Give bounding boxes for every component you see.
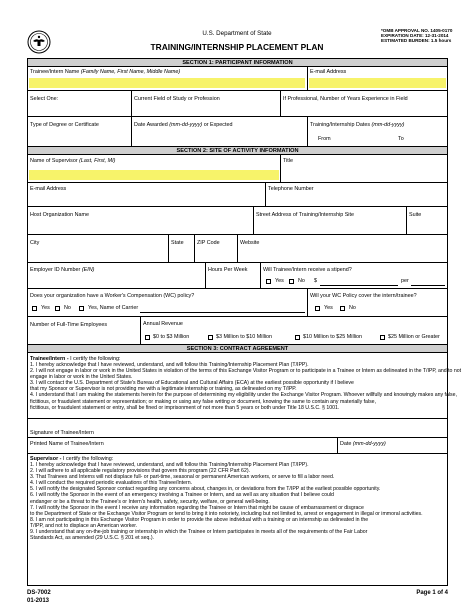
employees-label: Number of Full-Time Employees xyxy=(30,322,108,328)
select-one-label: Select One: xyxy=(30,96,59,102)
supervisor-cert-line: 8. I am not participating in this Exchange Visitor Program in order to provide the above individual with a training or an internship as delineated in the xyxy=(30,516,369,523)
supervisor-cert-line: Standards Act, as amended (29 U.S.C. § 201 et seq.). xyxy=(30,535,154,542)
trainee-cert-line: fictitious, or fraudulent statement or entry, shall be fined or imprisonment of not more than 5 years or both under Title 18 U.S.C. § 1001. xyxy=(30,404,340,411)
stipend-yes-checkbox[interactable] xyxy=(266,279,271,284)
wc-no-label: No xyxy=(64,305,71,311)
zip-label: ZIP Code xyxy=(197,240,220,246)
years-experience-label: If Professional, Number of Years Experience in Field xyxy=(283,96,408,102)
supervisor-certifications xyxy=(30,462,444,541)
supervisor-name-input[interactable] xyxy=(29,170,279,180)
site-email-label: E-mail Address xyxy=(30,186,67,192)
website-label: Website xyxy=(240,240,260,246)
omb-approval: *OMB APPROVAL NO. 1405-0170 xyxy=(381,28,453,33)
stipend-question: Will Trainee/Intern receive a stipend? xyxy=(263,267,352,273)
wc-carrier-label: Yes, Name of Carrier xyxy=(88,305,139,311)
stipend-no-checkbox[interactable] xyxy=(289,279,294,284)
trainee-cert-line: fictitious, or fraudulent statement or representation; or making or using any false writing or document, knowing the same to contain any materially false, xyxy=(30,398,377,405)
wc-cover-yes-label: Yes xyxy=(324,305,333,311)
page-number: Page 1 of 4 xyxy=(416,590,448,596)
revenue-25m-plus-label: $25 Million or Greater xyxy=(388,334,440,340)
stipend-yes-label: Yes xyxy=(275,278,284,284)
host-org-label: Host Organization Name xyxy=(30,212,90,218)
section1-header: SECTION 1: PARTICIPANT INFORMATION xyxy=(27,58,448,67)
field-of-study-label: Current Field of Study or Profession xyxy=(134,96,220,102)
trainee-cert-line: 4. I understand that I am making the statements herein for the purpose of determining my eligibility under the Exchange Visitor Program. Whoever willfully and knowingly makes any false, xyxy=(30,392,457,399)
wc-carrier-input[interactable] xyxy=(140,312,305,313)
from-label: From xyxy=(318,136,331,142)
stipend-amount-input[interactable] xyxy=(320,285,398,286)
telephone-label: Telephone Number xyxy=(268,186,314,192)
revenue-label: Annual Revenue xyxy=(143,321,183,327)
date-awarded-label: Date Awarded (mm-dd-yyyy) or Expected xyxy=(134,122,233,128)
trainee-certifications xyxy=(30,362,462,411)
revenue-25m-plus-checkbox[interactable] xyxy=(380,335,385,340)
trainee-cert-line: 2. I will not engage in labor or work in the United States in violation of the terms of this Exchange Visitor Program or to participate in a Trainee or Intern as delineated in the T/IPP, and to not xyxy=(30,368,462,375)
supervisor-cert-line: 3. That Trainees and Interns will not displace full- or part-time, seasonal or permanent American workers, or serve to fill a labor need. xyxy=(30,474,335,481)
hours-label: Hours Per Week xyxy=(208,267,248,273)
supervisor-cert-line: T/IPP, and not to displace an American worker. xyxy=(30,522,138,529)
form-number: DS-7002 xyxy=(27,590,51,596)
supervisor-cert-line: 4. I will conduct the required periodic evaluations of this Trainee/Intern. xyxy=(30,480,193,487)
supervisor-cert-line: 9. I understand that any on-the-job training or internship in which the Trainee or Intern participates in meets all of the requirements of the Fair Labor xyxy=(30,529,368,536)
to-label: To xyxy=(398,136,404,142)
trainee-date-label: Date (mm-dd-yyyy) xyxy=(340,441,386,447)
wc-yes-label: Yes xyxy=(41,305,50,311)
supervisor-cert-line: endanger or be a threat to the Trainee's or Intern's health, safety, security, welfare, or general well-being. xyxy=(30,498,270,505)
wc-carrier-checkbox[interactable] xyxy=(79,306,84,311)
trainee-signature-label: Signature of Trainee/Intern xyxy=(30,430,94,436)
email-input[interactable] xyxy=(309,78,446,88)
trainee-cert-line: engage in labor or work in the United States. xyxy=(30,374,133,381)
section3-header: SECTION 3: CONTRACT AGREEMENT xyxy=(27,344,448,353)
revenue-3-10m-label: $3 Million to $10 Million xyxy=(216,334,273,340)
trainee-name-input[interactable] xyxy=(29,78,305,88)
wc-cover-no-label: No xyxy=(349,305,356,311)
expiration-date: EXPIRATION DATE: 12-31-2014 xyxy=(381,33,449,38)
wc-question: Does your organization have a Worker's Compensation (WC) policy? xyxy=(30,293,195,299)
revenue-10-25m-checkbox[interactable] xyxy=(295,335,300,340)
city-label: City xyxy=(30,240,40,246)
supervisor-cert-line: 6. I will notify the Sponsor in the event of an emergency involving a Trainee or Intern, and as well as any situation that I believe could xyxy=(30,492,334,499)
wc-cover-question: Will your WC Policy cover the intern/trainee? xyxy=(310,293,417,299)
supervisor-heading: Supervisor - I certify the following: xyxy=(30,456,114,462)
stipend-period-input[interactable] xyxy=(411,285,445,286)
street-address-label: Street Address of Training/Internship Site xyxy=(256,212,354,218)
trainee-cert-line: 1. I hereby acknowledge that I have reviewed, understand, and will follow this Training/Internship Placement Plan (T/IPP). xyxy=(30,362,309,368)
wc-yes-checkbox[interactable] xyxy=(32,306,37,311)
supervisor-cert-line: 5. I will notify the designated Sponsor contact regarding any concerns about, changes in, or deviations from the T/IPP at the earliest possible opportunity. xyxy=(30,486,381,493)
supervisor-title-label: Title xyxy=(283,158,293,164)
trainee-cert-line: 3. I will contact the U.S. Department of State's Bureau of Educational and Cultural Affairs (ECA) at the earliest possible opportunity if I believe xyxy=(30,380,354,387)
form-date: 01-2013 xyxy=(27,598,50,604)
estimated-burden: ESTIMATED BURDEN: 1.5 hours xyxy=(381,38,452,43)
section2-header: SECTION 2: SITE OF ACTIVITY INFORMATION xyxy=(27,146,448,155)
ein-label: Employer ID Number (EIN) xyxy=(30,267,95,273)
supervisor-cert-line: to the Department of State or the Exchange Visitor Program or tend to bring it into notoriety, including but not limited to, arrest or engagement in illegal or immoral activities. xyxy=(30,510,423,517)
trainee-printed-name-label: Printed Name of Trainee/Intern xyxy=(30,441,104,447)
revenue-10-25m-label: $10 Million to $25 Million xyxy=(303,334,363,340)
state-label: State xyxy=(171,240,184,246)
revenue-0-3m-checkbox[interactable] xyxy=(145,335,150,340)
dates-label: Training/Internship Dates (mm-dd-yyyy) xyxy=(310,122,405,128)
form-title: TRAINING/INTERNSHIP PLACEMENT PLAN xyxy=(150,42,324,52)
supervisor-cert-line: 1. I hereby acknowledge that I have reviewed, understand, and will follow this Training/Internship Placement Plan (T/IPP). xyxy=(30,462,309,468)
supervisor-cert-line: 7. I will notify the Sponsor in the event I receive any information regarding the Trainee or Intern that might be cause of embarrassment or disgrace xyxy=(30,504,364,511)
revenue-3-10m-checkbox[interactable] xyxy=(208,335,213,340)
supervisor-cert-line: 2. I will adhere to all applicable regulatory provisions that govern this program (22 CFR Part 62). xyxy=(30,468,250,475)
wc-cover-yes-checkbox[interactable] xyxy=(315,306,320,311)
trainee-cert-line: that my Sponsor or Supervisor is not providing me with a legitimate internship or training, as delineated on my T/IPP. xyxy=(30,386,297,393)
revenue-0-3m-label: $0 to $3 Million xyxy=(153,334,190,340)
degree-label: Type of Degree or Certificate xyxy=(30,122,99,128)
wc-no-checkbox[interactable] xyxy=(55,306,60,311)
email-label: E-mail Address xyxy=(310,69,347,75)
department-name: U.S. Department of State xyxy=(202,30,272,37)
stipend-no-label: No xyxy=(298,278,305,284)
trainee-heading: Trainee/Intern - I certify the following: xyxy=(30,356,121,362)
wc-cover-no-checkbox[interactable] xyxy=(340,306,345,311)
stipend-per-label: per xyxy=(401,278,409,284)
suite-label: Suite xyxy=(409,212,422,218)
supervisor-name-label: Name of Supervisor (Last, First, MI) xyxy=(30,158,116,164)
stipend-dollar-sign: $ xyxy=(314,278,317,284)
trainee-name-label: Trainee/Intern Name (Family Name, First Name, Middle Name) xyxy=(30,69,181,75)
